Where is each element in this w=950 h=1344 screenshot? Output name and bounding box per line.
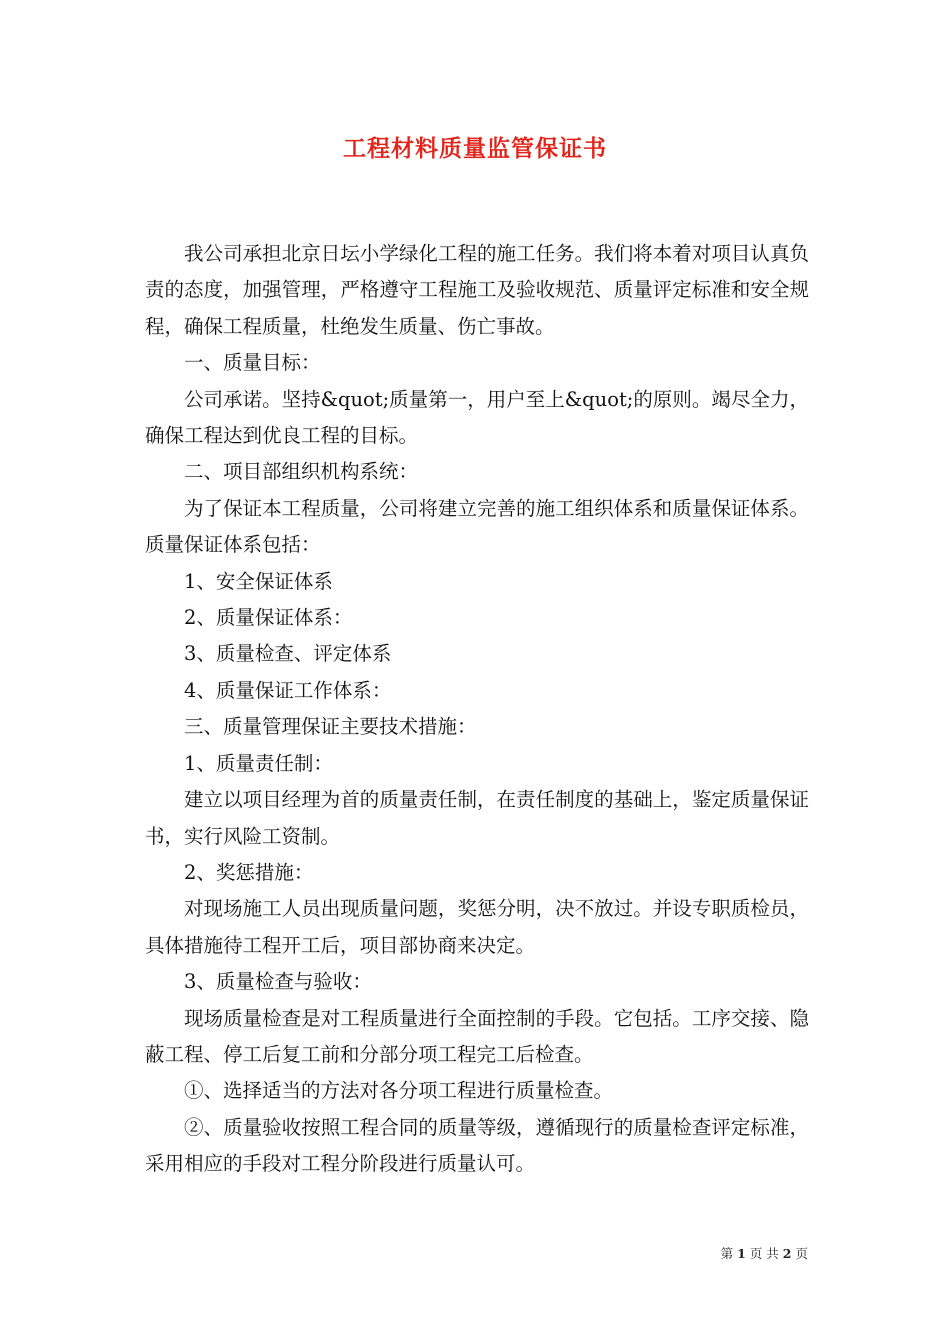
- paragraph-inspection: 现场质量检查是对工程质量进行全面控制的手段。它包括。工序交接、隐蔽工程、停工后复工前和分部分项工程完工后检查。: [145, 1006, 809, 1066]
- footer-prefix: 第: [720, 1246, 734, 1261]
- list-item-work-system: 4、质量保证工作体系：: [184, 678, 392, 702]
- paragraph-organization: 为了保证本工程质量，公司将建立完善的施工组织体系和质量保证体系。质量保证体系包括：: [145, 496, 809, 557]
- footer-current-page: 1: [737, 1246, 746, 1261]
- paragraph-responsibility: 建立以项目经理为首的质量责任制，在责任制度的基础上，鉴定质量保证书，实行风险工资制。: [145, 788, 809, 848]
- heading-organization: 二、项目部组织机构系统：: [184, 460, 419, 484]
- list-item-quality-system: 2、质量保证体系：: [184, 606, 353, 630]
- document-title: 工程材料质量监管保证书: [343, 135, 607, 162]
- footer-suffix: 页: [795, 1246, 808, 1261]
- page-footer: [721, 1244, 808, 1262]
- subheading-responsibility: 1、质量责任制：: [184, 751, 333, 775]
- list-item-safety-system: 1、安全保证体系: [184, 569, 333, 593]
- paragraph-intro: 我公司承担北京日坛小学绿化工程的施工任务。我们将本着对项目认真负责的态度，加强管理，严格遵守工程施工及验收规范、质量评定标准和安全规程，确保工程质量，杜绝发生质量、伤亡事故。: [145, 242, 809, 338]
- footer-total-pages: 2: [782, 1246, 792, 1261]
- paragraph-commitment: 公司承诺。坚持&quot;质量第一，用户至上&quot;的原则。竭尽全力，确保工程达到优良工程的目标。: [145, 387, 809, 448]
- paragraph-rewards: 对现场施工人员出现质量问题，奖惩分明，决不放过。并设专职质检员，具体措施待工程开工后，项目部协商来决定。: [145, 897, 809, 957]
- list-item-acceptance: ②、质量验收按照工程合同的质量等级，遵循现行的质量检查评定标准，采用相应的手段对工程分阶段进行质量认可。: [145, 1115, 809, 1176]
- list-item-inspection-system: 3、质量检查、评定体系: [184, 642, 392, 666]
- heading-quality-goal: 一、质量目标：: [184, 351, 321, 375]
- footer-middle: 页 共: [749, 1246, 779, 1261]
- subheading-inspection: 3、质量检查与验收：: [184, 970, 372, 994]
- subheading-rewards: 2、奖惩措施：: [184, 860, 314, 884]
- heading-technical-measures: 三、质量管理保证主要技术措施：: [184, 715, 477, 739]
- list-item-method: ①、选择适当的方法对各分项工程进行质量检查。: [184, 1079, 614, 1103]
- document-body: [145, 236, 809, 1183]
